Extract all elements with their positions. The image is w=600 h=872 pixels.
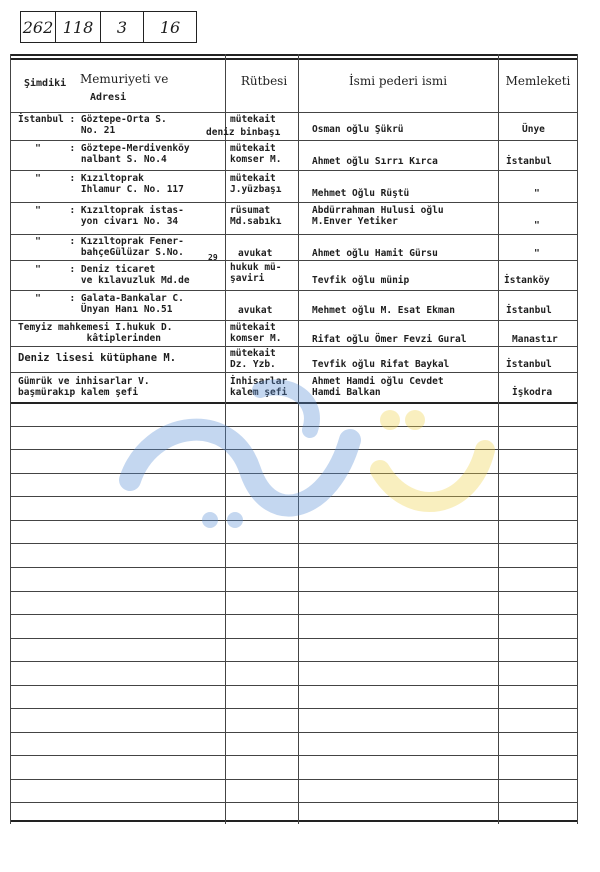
row8-rank: mütekait komser M.	[230, 322, 282, 344]
row8-hometown: Manastır	[512, 334, 558, 345]
row6-rank: hukuk mü- şaviri	[230, 262, 282, 284]
row9-hometown: İstanbul	[506, 359, 552, 370]
row6-office: " : Deniz ticaret ve kılavuzluk Md.de	[35, 264, 190, 286]
row9-office: Deniz lisesi kütüphane M.	[18, 352, 177, 364]
header-hometown: Memleketi	[505, 74, 571, 88]
row1-office-suffix: deniz binbaşı	[206, 127, 281, 138]
row2-office: " : Göztepe-Merdivenköy nalbant S. No.4	[35, 143, 190, 165]
row8-name: Rifat oğlu Ömer Fevzi Gural	[312, 334, 467, 345]
row5-office: " : Kızıltoprak Fener- bahçeGülüzar S.No.	[35, 236, 184, 258]
row1-rank: mütekait	[230, 114, 276, 125]
header-col1-c: Adresi	[90, 92, 127, 103]
header-col1-a: Şimdiki	[24, 78, 67, 89]
row10-office: Gümrük ve inhisarlar V. başmürakıp kalem şefi	[18, 376, 150, 398]
row7-office: " : Galata-Bankalar C. Ünyan Hanı No.51	[35, 293, 184, 315]
row2-rank: mütekait komser M.	[230, 143, 282, 165]
row6-name: Tevfik oğlu münip	[312, 275, 410, 286]
archive-watermark-logo	[90, 360, 510, 540]
row8-office: Temyiz mahkemesi I.hukuk D. kâtiplerinden	[18, 322, 173, 344]
row9-rank: mütekait Dz. Yzb.	[230, 348, 276, 370]
row4-name: Abdürrahman Hulusi oğlu M.Enver Yetiker	[312, 205, 444, 227]
row3-rank: mütekait J.yüzbaşı	[230, 173, 282, 195]
row3-hometown: "	[534, 188, 540, 199]
row4-rank: rüsumat Md.sabıkı	[230, 205, 282, 227]
row3-office: " : Kızıltoprak Ihlamur C. No. 117	[35, 173, 184, 195]
row3-name: Mehmet Oğlu Rüştü	[312, 188, 410, 199]
row5-hometown: "	[534, 248, 540, 259]
row9-name: Tevfik oğlu Rifat Baykal	[312, 359, 450, 370]
ref-box-1: 262	[20, 11, 55, 43]
ref-box-2: 118	[55, 11, 100, 43]
row1-office: İstanbul : Göztepe-Orta S. No. 21	[18, 114, 167, 136]
header-name-father: İsmi pederi ismi	[348, 74, 448, 88]
row10-name: Ahmet Hamdi oğlu Cevdet Hamdi Balkan	[312, 376, 444, 398]
row2-hometown: İstanbul	[506, 156, 552, 167]
row7-name: Mehmet oğlu M. Esat Ekman	[312, 305, 455, 316]
ref-box-3: 3	[100, 11, 143, 43]
row4-office: " : Kızıltoprak istas- yon civarı No. 34	[35, 205, 184, 227]
row7-rank: avukat	[238, 305, 273, 316]
row1-hometown: Ünye	[522, 124, 545, 135]
row10-hometown: İşkodra	[512, 387, 553, 398]
reference-number-boxes	[20, 11, 197, 41]
header-col1-b: Memuriyeti ve	[80, 72, 169, 86]
row6-hometown: İstanköy	[504, 275, 550, 286]
row2-name: Ahmet oğlu Sırrı Kırca	[312, 156, 438, 167]
ref-box-4: 16	[143, 11, 197, 43]
row4-hometown: "	[534, 220, 540, 231]
row1-name: Osman oğlu Şükrü	[312, 124, 404, 135]
row5-office-number: 29	[208, 253, 218, 262]
row5-name: Ahmet oğlu Hamit Gürsu	[312, 248, 438, 259]
row10-rank: İnhisarlar kalem şefi	[230, 376, 288, 398]
header-rank: Rütbesi	[240, 74, 288, 88]
row7-hometown: İstanbul	[506, 305, 552, 316]
row5-rank: avukat	[238, 248, 273, 259]
